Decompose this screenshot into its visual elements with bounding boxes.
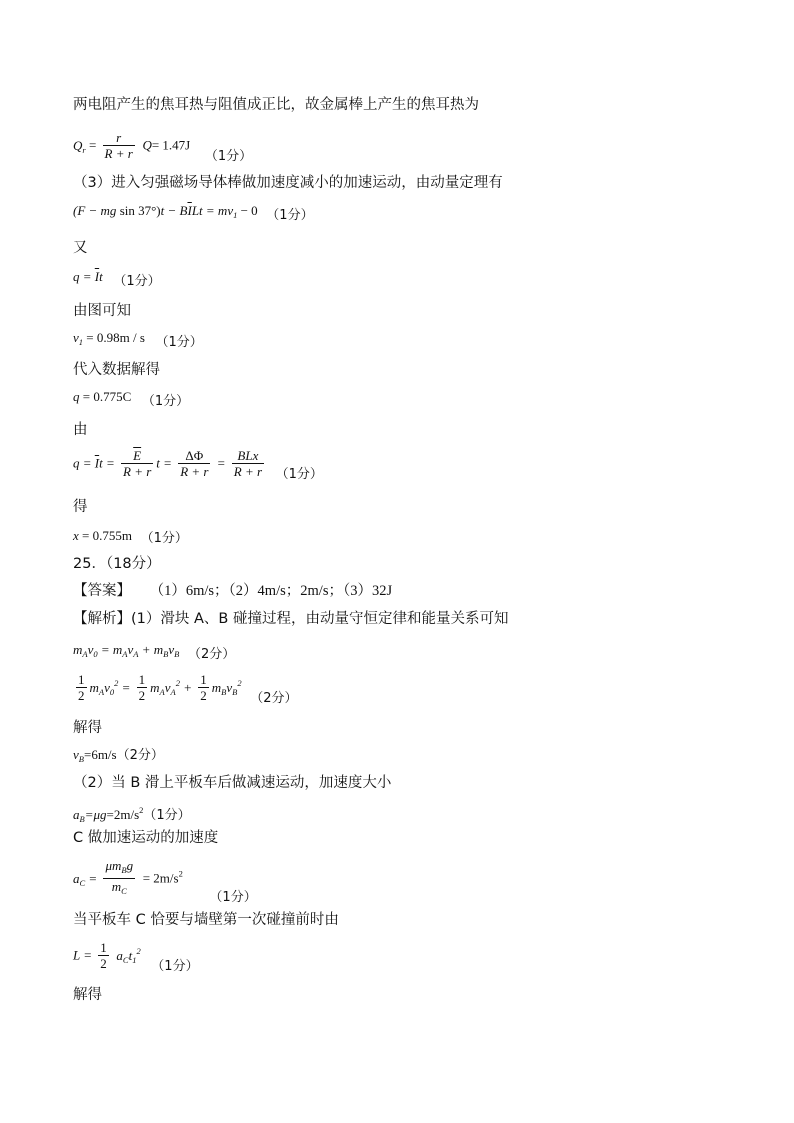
answer-line: 【答案】 （1）6m/s；（2）4m/s；2m/s；（3）32J (73, 583, 393, 599)
text-line: C 做加速运动的加速度 (73, 830, 219, 846)
text-line: 两电阻产生的焦耳热与阻值成正比，故金属棒上产生的焦耳热为 (73, 97, 479, 113)
text-line: 【解析】(1）滑块 A、B 碰撞过程，由动量守恒定律和能量关系可知 (73, 611, 509, 627)
equation-L: L = $\frac{1}{2}$ $a_Ct_1^2$ （1分） (73, 940, 199, 974)
text-line: 解得 (73, 720, 102, 736)
equation-momentum-conservation: $m_Av_0 = m_Av_A + m_Bv_B$ （2分） (73, 642, 236, 662)
question-number: 25．（18分） (73, 556, 161, 572)
text-line: 由 (73, 422, 88, 438)
equation-charge: $q = \overline{I}t$ （1分） (73, 269, 161, 289)
equation-aB: $a_B=\mu g=2m/s^2(1$分） (73, 805, 191, 824)
text-line: 又 (73, 240, 88, 256)
text-line: 得 (73, 499, 88, 515)
equation-heat: $Q_r$ = $\frac{r}{R + r}$ Q= 1.47J （1分） (73, 130, 253, 164)
text-line: 代入数据解得 (73, 362, 160, 378)
text-line: （3）进入匀强磁场导体棒做加速度减小的加速运动，由动量定理有 (73, 175, 503, 191)
text-line: 解得 (73, 987, 102, 1003)
equation-q-value: q = 0.775C （1分） (73, 389, 190, 409)
equation-energy: $\frac{1}{2}$ $m_Av_0^2$ = $\frac{1}{2}$ $m_Av_A^2$ + $\frac{1}{2}$ $m_Bv_B^2$ （2分） (78, 672, 298, 706)
text-line: 由图可知 (73, 303, 131, 319)
equation-aC: $a_C$ = $\frac{\mu m_Bg}{m_C}$ = $2m/s^2$ （1分） (73, 858, 257, 905)
equation-x-value: x = 0.755m （1分） (73, 528, 188, 546)
equation-momentum: (F − mg $\sin 37^\circ)t - B\overline{I}Lt = mv_1 - 0$ （1分） (73, 203, 314, 223)
equation-charge-flux: $q = \overline{I}t$ = $\frac{\overline{E}}{R + r}$ t = $\frac{\Delta\Phi}{R + r}$ = $\frac{\text{BLx}}{R + r}$ （1分） (73, 448, 323, 482)
text-line: 当平板车 C 恰要与墙壁第一次碰撞前时由 (73, 912, 339, 928)
text-line: （2）当 B 滑上平板车后做减速运动，加速度大小 (73, 775, 392, 791)
equation-vB: $v_B=6m/s(2$分） (73, 747, 164, 764)
equation-velocity: $v_1 = 0.98m / s$ （1分） (73, 330, 203, 350)
